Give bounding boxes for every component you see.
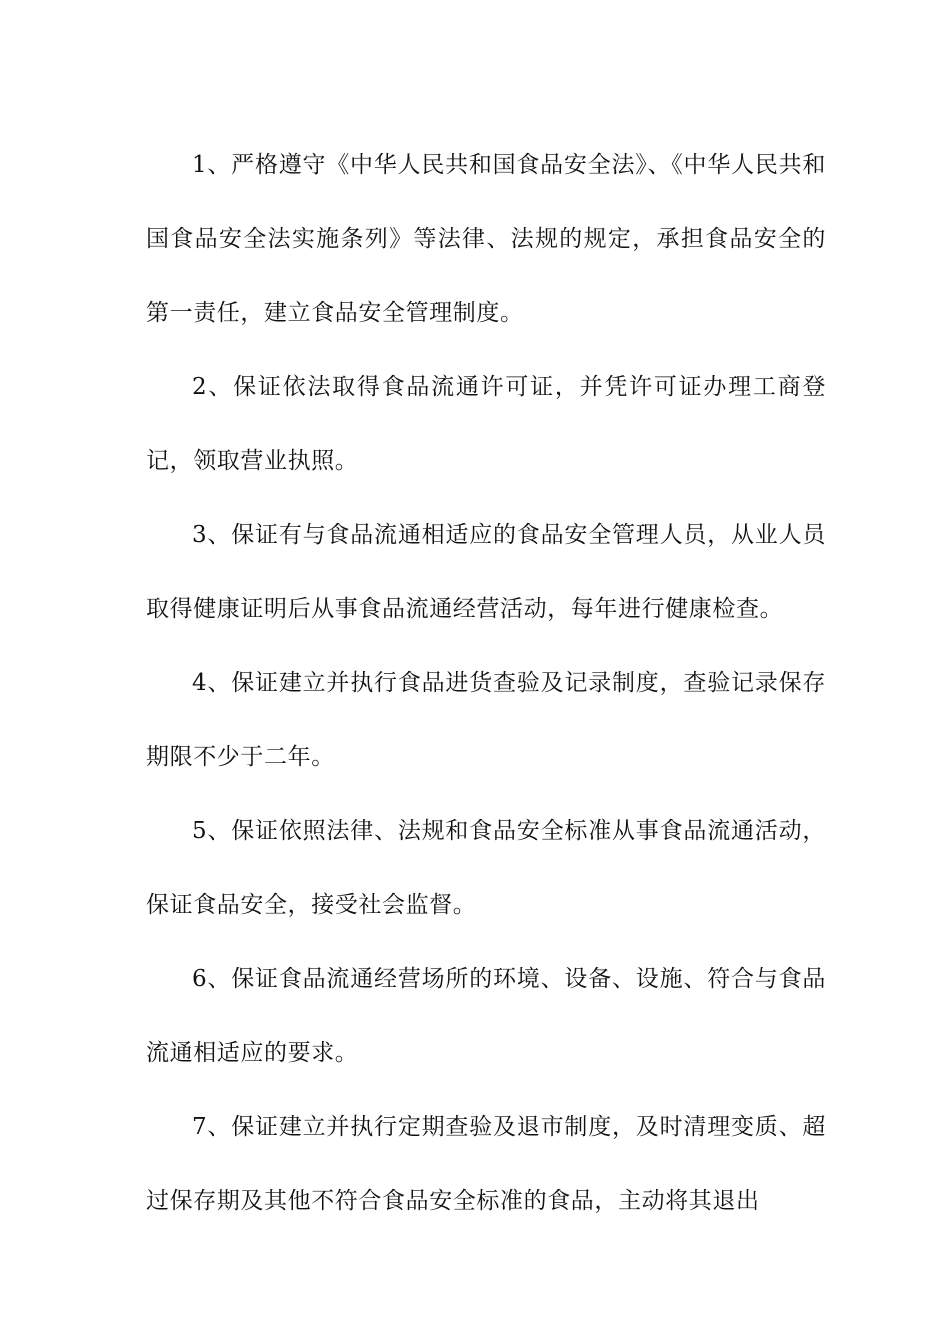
paragraph-2: 2、保证依法取得食品流通许可证，并凭许可证办理工商登记，领取营业执照。 xyxy=(146,374,826,474)
paragraph-7: 7、保证建立并执行定期查验及退市制度，及时清理变质、超过保存期及其他不符合食品安全标准的食品，主动将其退出 xyxy=(146,1114,826,1214)
paragraph-5: 5、保证依照法律、法规和食品安全标准从事食品流通活动，保证食品安全，接受社会监督。 xyxy=(146,818,826,918)
paragraph-1: 1、严格遵守《中华人民共和国食品安全法》、《中华人民共和国食品安全法实施条列》等法律、法规的规定，承担食品安全的第一责任，建立食品安全管理制度。 xyxy=(146,152,826,326)
document-body xyxy=(146,128,826,1238)
paragraph-3: 3、保证有与食品流通相适应的食品安全管理人员，从业人员取得健康证明后从事食品流通经营活动，每年进行健康检查。 xyxy=(146,522,826,622)
paragraph-6: 6、保证食品流通经营场所的环境、设备、设施、符合与食品流通相适应的要求。 xyxy=(146,966,826,1066)
paragraph-4: 4、保证建立并执行食品进货查验及记录制度，查验记录保存期限不少于二年。 xyxy=(146,670,826,770)
